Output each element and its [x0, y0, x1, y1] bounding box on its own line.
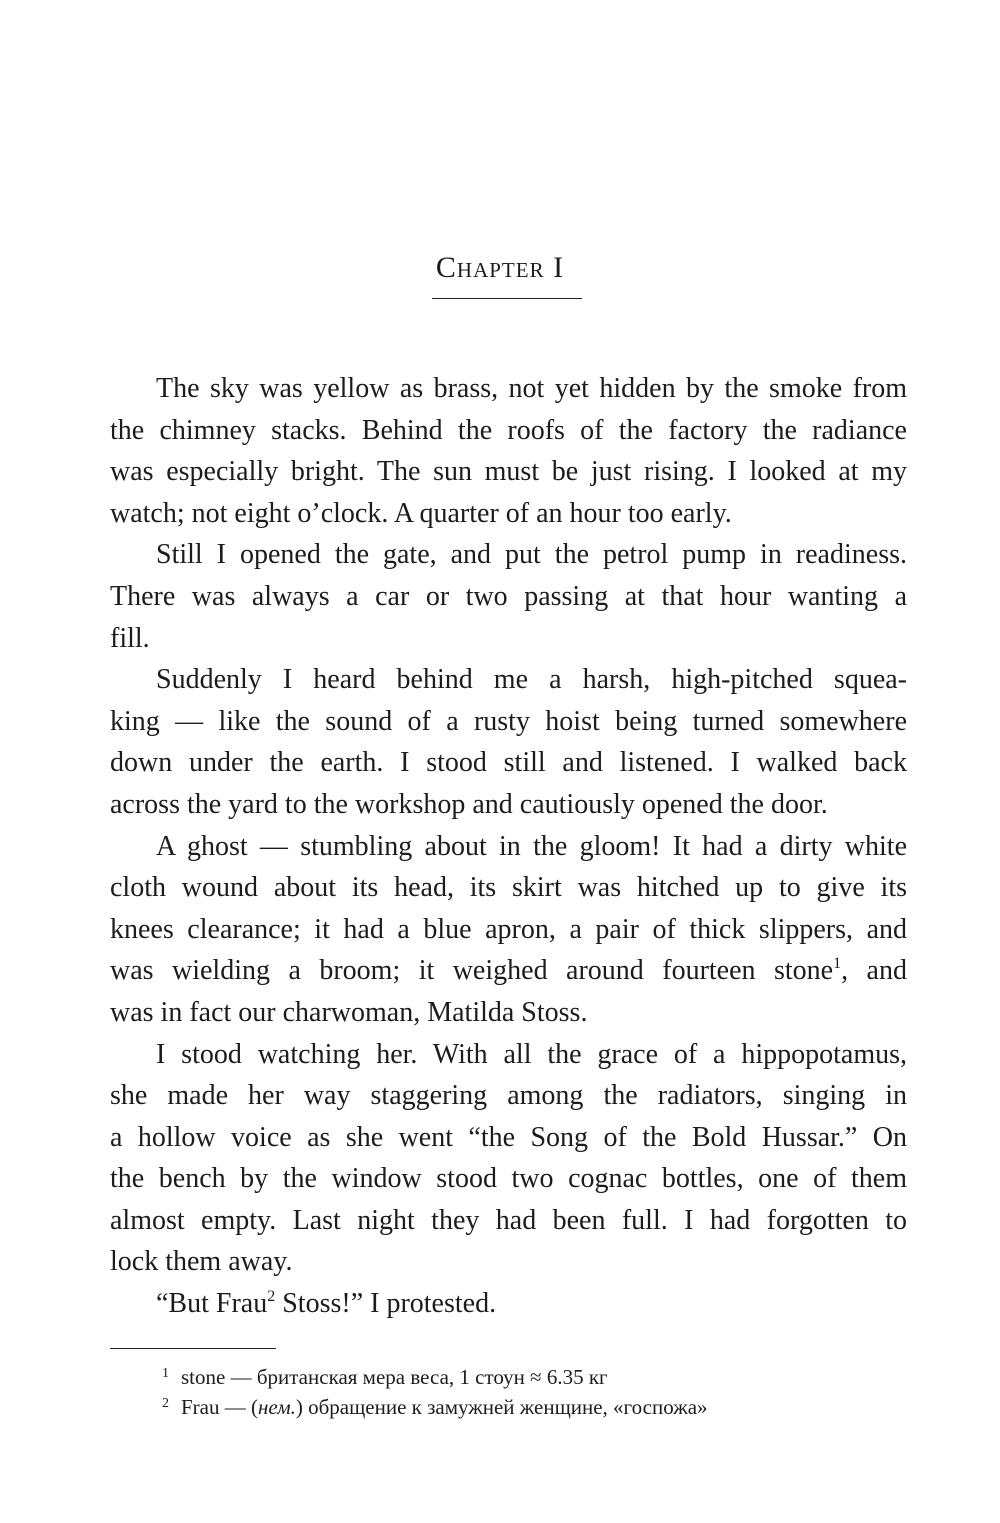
text-line: There was always a car or two passing at that hour wanting a	[110, 580, 907, 612]
text-line: was especially bright. The sun must be just rising. I looked at my	[110, 456, 907, 488]
text-line-with-footnote	[110, 1283, 907, 1325]
paragraph	[110, 1034, 907, 1284]
text-line: was in fact our charwoman, Matilda Stoss.	[110, 996, 588, 1028]
line-text: , and	[841, 955, 907, 987]
text-line: the bench by the window stood two cognac bottles, one of them	[110, 1163, 907, 1195]
footnotes	[162, 1362, 902, 1422]
text-line: almost empty. Last night they had been full. I had forgotten to	[110, 1204, 907, 1236]
text-line: I stood watching her. With all the grace of a hippopotamus,	[156, 1038, 907, 1070]
text-line: the chimney stacks. Behind the roofs of the factory the radiance	[110, 414, 907, 446]
line-text: was wielding a broom; it weighed around fourteen stone	[110, 955, 834, 987]
footnote-text: Frau — (	[181, 1395, 258, 1419]
chapter-body	[110, 368, 907, 1325]
text-line: A ghost — stumbling about in the gloom! It had a dirty white	[156, 830, 907, 862]
footnote-marker: 2	[267, 1288, 276, 1306]
footnote-text: ) обращение к замужней женщине, «госпожа»	[295, 1395, 708, 1419]
text-line: fill.	[110, 622, 150, 654]
footnote-number: 1	[162, 1366, 169, 1381]
text-line: The sky was yellow as brass, not yet hidden by the smoke from	[156, 373, 907, 404]
footnote-text-italic: нем.	[258, 1395, 296, 1419]
footnote-marker: 1	[833, 955, 842, 973]
paragraph	[110, 659, 907, 825]
footnote-separator	[110, 1348, 276, 1349]
footnote-2	[162, 1392, 902, 1422]
text-line: cloth wound about its head, its skirt was hitched up to give its	[110, 872, 907, 904]
text-line: she made her way staggering among the radiators, singing in	[110, 1080, 907, 1112]
paragraph	[110, 1283, 907, 1325]
paragraph	[110, 368, 907, 534]
text-line: watch; not eight o’clock. A quarter of an hour too early.	[110, 497, 732, 529]
chapter-title-rule	[432, 298, 582, 299]
footnote-1	[162, 1362, 902, 1392]
line-text: “But Frau	[156, 1288, 268, 1320]
text-line: Suddenly I heard behind me a harsh, high-pitched squea-	[156, 664, 907, 696]
text-line-with-footnote	[110, 950, 907, 992]
text-line: a hollow voice as she went “the Song of the Bold Hussar.” On	[110, 1121, 907, 1153]
text-line: across the yard to the workshop and cautiously opened the door.	[110, 788, 828, 820]
text-line: king — like the sound of a rusty hoist being turned somewhere	[110, 705, 907, 737]
text-line: knees clearance; it had a blue apron, a pair of thick slippers, and	[110, 913, 907, 945]
paragraph	[110, 534, 907, 659]
footnote-text: stone — британская мера веса, 1 стоун ≈ 6.35 кг	[181, 1365, 608, 1389]
chapter-title: Chapter I	[435, 251, 565, 284]
footnote-number: 2	[162, 1396, 169, 1411]
paragraph	[110, 826, 907, 1034]
line-text: Stoss!” I protested.	[275, 1288, 497, 1320]
text-line: Still I opened the gate, and put the petrol pump in readiness.	[156, 539, 907, 571]
text-line: down under the earth. I stood still and listened. I walked back	[110, 747, 907, 779]
text-line: lock them away.	[110, 1246, 293, 1278]
